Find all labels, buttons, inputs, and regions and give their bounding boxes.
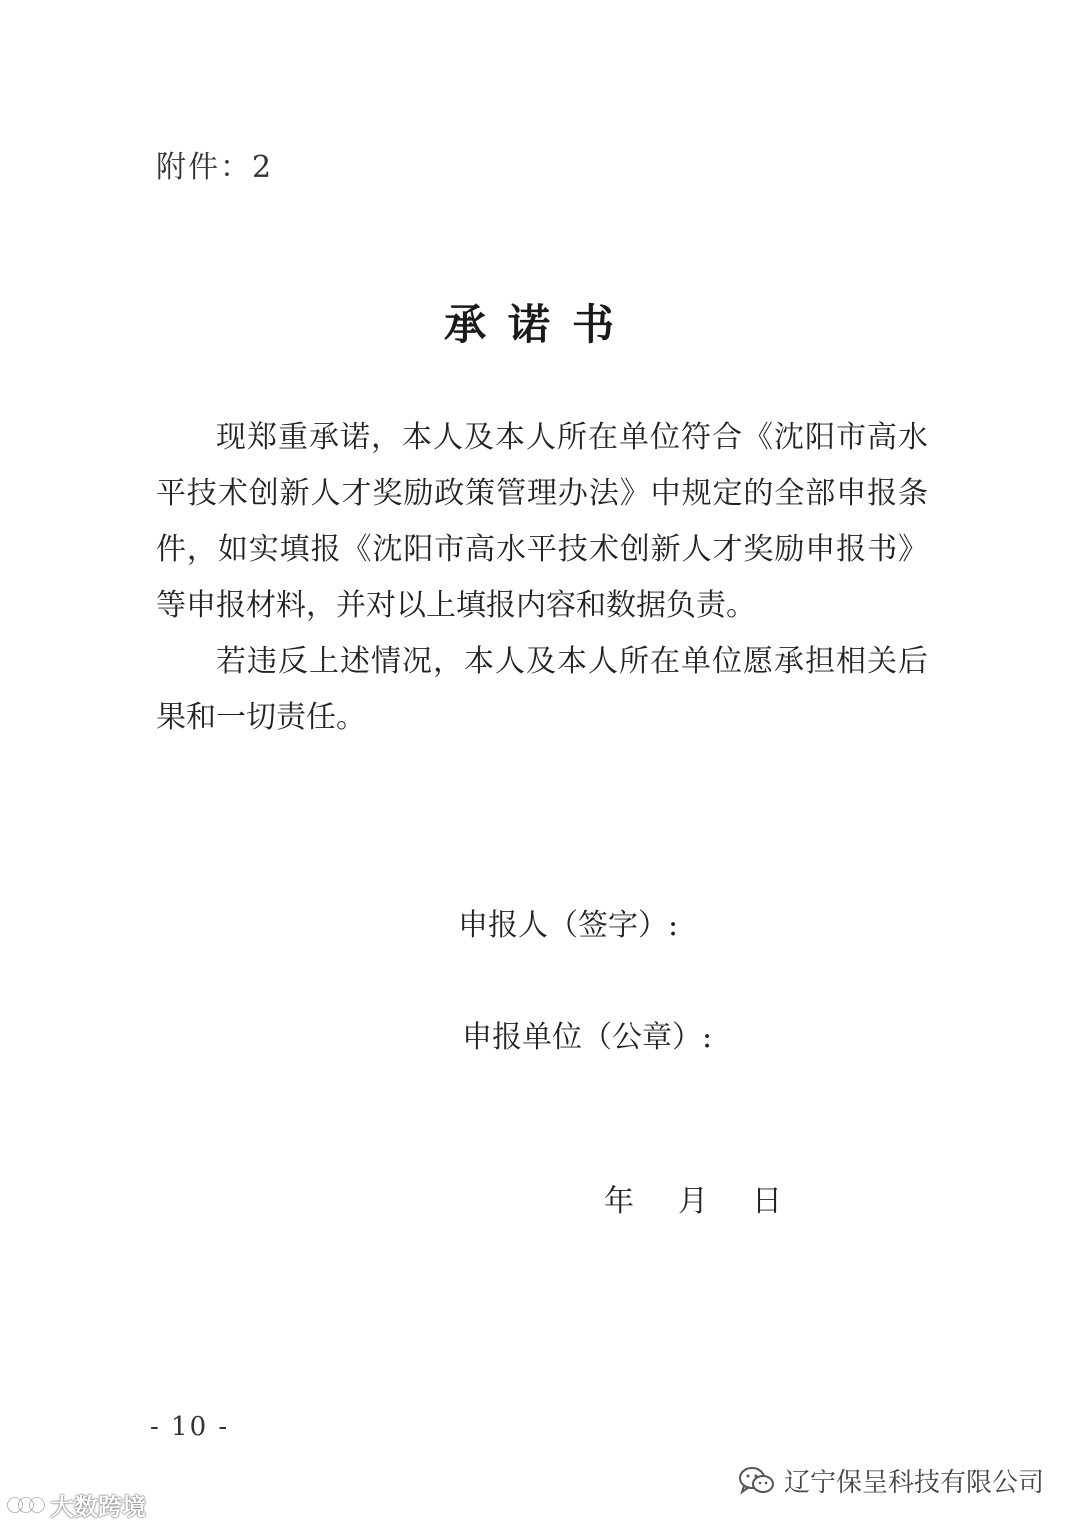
- watermark-left-text: 大数跨境: [50, 1493, 146, 1521]
- watermark-left: [6, 1487, 146, 1522]
- attachment-label: 附件：2: [156, 150, 274, 185]
- watermark-right-text: 辽宁保呈科技有限公司: [783, 1468, 1044, 1498]
- date-line: [604, 1176, 782, 1220]
- document-body: [156, 410, 928, 746]
- body-paragraph: 现郑重承诺，本人及本人所在单位符合《沈阳市高水平技术创新人才奖励政策管理办法》中规定的全部申报条件，如实填报《沈阳市高水平技术创新人才奖励申报书》等申报材料，并对以上填报内容和数据负责。: [156, 420, 928, 623]
- date-day-label: 日: [752, 1184, 782, 1219]
- date-month-label: 月: [678, 1184, 708, 1219]
- applicant-signature-label: 申报人（签字）:: [458, 908, 679, 943]
- unit-seal-label: 申报单位（公章）:: [462, 1020, 713, 1055]
- document-title: 承诺书: [443, 300, 636, 349]
- date-year-label: 年: [604, 1184, 634, 1219]
- wechat-icon: [738, 1466, 776, 1496]
- body-paragraph: 若违反上述情况，本人及本人所在单位愿承担相关后果和一切责任。: [156, 644, 928, 735]
- dashuju-logo-icon: [6, 1491, 46, 1519]
- page-number: - 10 -: [150, 1412, 230, 1442]
- watermark-right: [738, 1462, 1044, 1499]
